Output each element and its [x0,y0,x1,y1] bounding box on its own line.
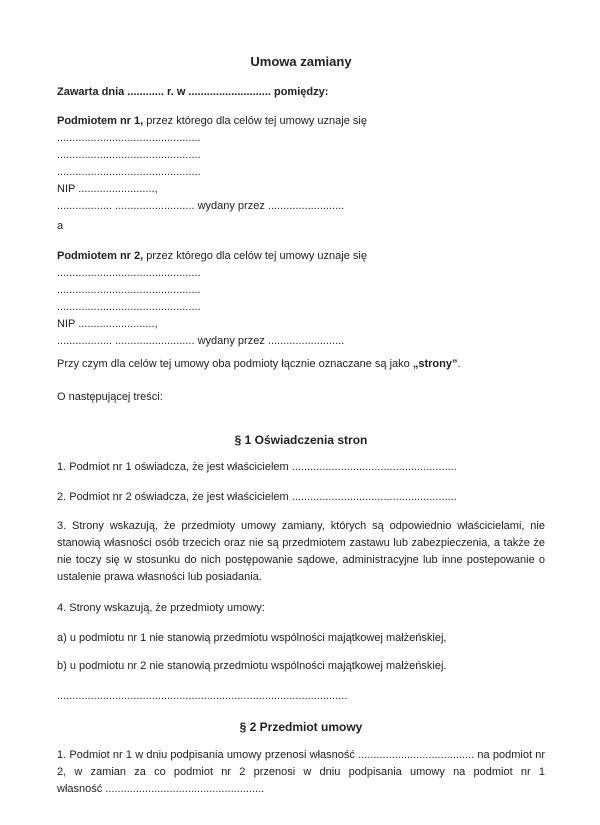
party-1-fill-line-1: ............................................... [57,132,201,144]
section-1-item-4a: a) u podmiotu nr 1 nie stanowią przedmiotu wspólności majątkowej małżeńskiej, [57,632,447,644]
section-1-item-4b: b) u podmiotu nr 2 nie stanowią przedmiotu wspólności majątkowej małżeńskiej. [57,660,447,672]
filler-dotted-line: ............................................................................................... [57,690,348,702]
party-2-id-line: .................. .......................... wydany przez ......................... [57,335,345,347]
section-1-item-3: 3. Strony wskazują, że przedmioty umowy zamiany, których są odpowiednio właścicielami, nie stanowią własności osób trzecich oraz nie są przedmiotem zastawu lub zabezpieczenia, a także że nie toczy się w stosunku do nich postępowanie sądowe, administracyjne lub inne postepowanie o ustalenie prawa własności lub posiadania. [57,520,545,583]
party-2-fill-line-3: ............................................... [57,301,201,313]
section-1-item-2: 2. Podmiot nr 2 oświadcza, że jest właścicielem ...................................................... [57,491,457,503]
section-2-item-1: 1. Podmiot nr 1 w dniu podpisania umowy przenosi własność ...................................... na podmiot nr 2, w zamian za co podmiot nr 2 przenosi w dniu podpisania umowy na podmiot nr 1 własność .................................................... [57,749,545,795]
party-1-heading [57,113,545,130]
party-1-fill-line-3: ............................................... [57,166,201,178]
party-2-desc: przez którego dla celów tej umowy uznaje się [143,250,367,262]
party-1-fill-line-2: ............................................... [57,149,201,161]
joint-post-text: . [457,358,461,370]
section-1-item-1: 1. Podmiot nr 1 oświadcza, że jest właścicielem ...................................................... [57,461,457,473]
section-1-item-4: 4. Strony wskazują, że przedmioty umowy: [57,602,265,614]
party-1-desc: przez którego dla celów tej umowy uznaje się [143,115,367,127]
party-2-fill-line-2: ............................................... [57,284,201,296]
party-1-block [57,113,545,215]
joint-pre-text: Przy czym dla celów tej umowy oba podmioty łącznie oznaczane są jako [57,358,413,370]
party-2-block [57,248,545,350]
preamble-line: O następującej treści: [57,391,163,403]
section-2-heading: § 2 Przedmiot umowy [239,720,363,734]
party-1-name: Podmiotem nr 1, [57,115,144,127]
intro-line: Zawarta dnia ............ r. w ........................... pomiędzy: [57,86,329,98]
party-1-nip-line: NIP ........................., [57,183,158,195]
party-1-id-line: .................. .......................... wydany przez ......................... [57,200,345,212]
party-2-fill-line-1: ............................................... [57,267,201,279]
joint-designation-line [57,356,545,373]
document-title: Umowa zamiany [250,54,352,69]
party-2-heading [57,248,545,265]
section-1-heading: § 1 Oświadczenia stron [234,433,368,447]
strony-bold-term: „strony” [412,358,458,370]
party-2-name: Podmiotem nr 2, [57,250,144,262]
connector-a: a [57,220,64,232]
party-2-nip-line: NIP ........................., [57,318,158,330]
